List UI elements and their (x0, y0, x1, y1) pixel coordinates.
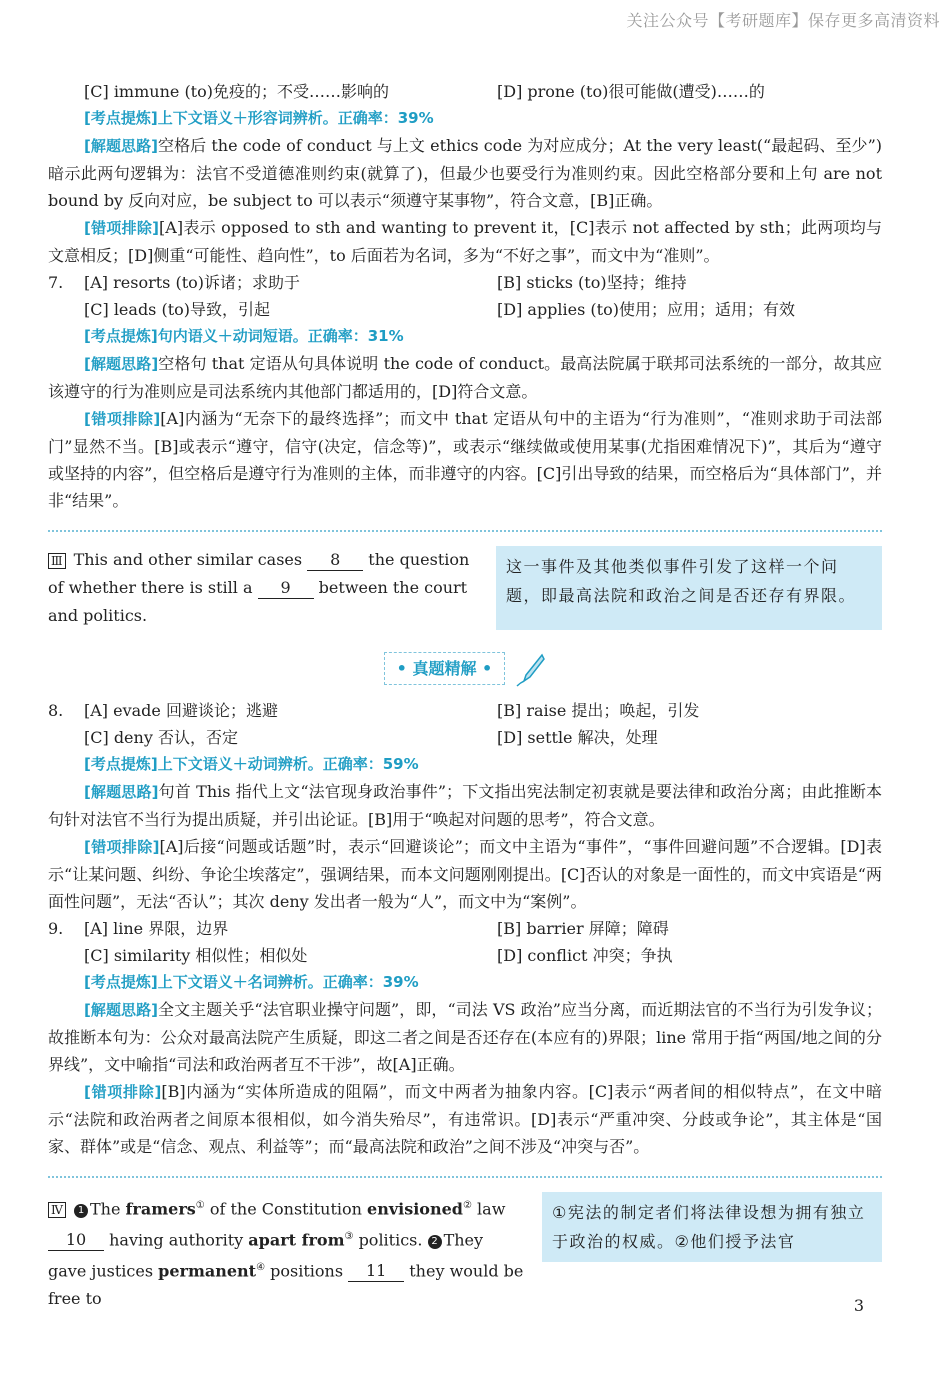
q9-number: 9. (48, 918, 64, 938)
q8-option-b: [B] raise 提出；唤起，引发 (497, 700, 700, 720)
p4-text: They gave justices (48, 1230, 484, 1281)
p4-text: of the Constitution (209, 1198, 362, 1218)
q8-silu-text: 句首 This 指代上文“法官现身政治事件”；下文指出宪法制定初衷就是要法律和政治分离；由此推断本句针对法官不当行为提出质疑，并引出论证。[B]用于“唤起对问题的思考”，符合文意。 (48, 781, 883, 829)
sentence-2-marker: 2 (428, 1235, 442, 1249)
q8-kaodian (48, 751, 882, 778)
q7-paichu-text: [A]内涵为“无奈下的最终选择”；而文中 that 定语从句中的主语为“行为准则”，“准则求助于司法部门”显然不当。[B]或表示“遵守，信守(决定，信念等)”，或表示“继续做或使用某事(尤指困难情况下)”，其后为“遵守或坚持的内容”，但空格后是遵守行为准则的主体，而非遵守的内容。[C]引出导致的结果，而空格后为“具体部门”，并非“结果”。 (48, 409, 882, 510)
p4-note-4: ④ (256, 1262, 266, 1274)
p4-keyword-framers: framers (125, 1198, 196, 1218)
q7-option-d: [D] applies (to)使用；应用；适用；有效 (497, 300, 795, 319)
q7-kaodian-text: 句内语义＋动词短语。正确率：31% (157, 327, 404, 345)
section-title-label: • 真题精解 • (384, 652, 506, 685)
q7-option-a: [A] resorts (to)诉诸；求助于 (84, 273, 301, 292)
q6-silu-text: 空格后 the code of conduct 与上文 ethics code 为对应成分；At the very least(“最起码、至少”)暗示此两句逻辑为：法官不受道德准则约束(就算了)，但最少也要受行为准则约束。因此空格部分要和上句 are not bound by 反向对应，be subject to 可以表示“须遵守某事物”，符合文意，[B]正确。 (48, 136, 882, 210)
p4-keyword-apart-from: apart from (248, 1230, 345, 1250)
q8-option-c: [C] deny 否认，否定 (84, 727, 238, 747)
p4-text: politics. (358, 1230, 423, 1250)
passage-4-translation: ①宪法的制定者们将法律设想为拥有独立于政治的权威。②他们授予法官 (542, 1192, 882, 1262)
passage-4 (48, 1192, 882, 1314)
pen-icon (516, 653, 546, 687)
q7-silu-tag: [解题思路] (84, 355, 159, 373)
q6-kaodian (48, 105, 882, 132)
watermark: 关注公众号【考研题库】保存更多高清资料 (626, 11, 940, 30)
q9-options-ab (48, 915, 882, 942)
blank-11: 11 (348, 1261, 404, 1282)
p4-note-2: ② (462, 1199, 472, 1211)
q9-option-d: [D] conflict 冲突；争执 (497, 945, 673, 965)
q8-option-a: [A] evade 回避谈论；逃避 (84, 700, 278, 720)
q8-paichu-text: [A]后接“问题或话题”时，表示“回避谈论”；而文中主语为“事件”，“事件回避问题”不合逻辑。[D]表示“让某问题、纠纷、争论尘埃落定”，强调结果，而本文问题刚刚提出。[C]否认的对象是一面性的，而文中宾语是“两面性问题”，无法“否认”；其次 deny 发出者一般为“人”，而文中为“案例”。 (48, 836, 882, 911)
passage-3-text-3: between the court and politics. (48, 578, 468, 625)
q9-silu (48, 996, 882, 1078)
q6-paichu-text: [A]表示 opposed to sth and wanting to prevent it，[C]表示 not affected by sth；此两项均与文意相反；[D]侧重“可能性、趋向性”，to 后面若为名词，多为“不好之事”，而文中为“准则”。 (48, 218, 882, 265)
q7-kaodian-tag: [考点提炼] (84, 327, 158, 345)
q8-silu (48, 778, 882, 833)
q7-option-c: [C] leads (to)导致，引起 (84, 300, 271, 319)
divider (48, 530, 882, 532)
p4-keyword-envisioned: envisioned (367, 1198, 463, 1218)
section-title (48, 652, 882, 687)
q7-option-b: [B] sticks (to)坚持；维持 (497, 273, 687, 292)
q9-option-a: [A] line 界限，边界 (84, 918, 229, 938)
q9-options-cd (48, 942, 882, 969)
page-number: 3 (853, 1296, 864, 1315)
p4-note-1: ① (195, 1199, 205, 1211)
q8-options-ab (48, 697, 882, 724)
q7-silu-text: 空格句 that 定语从句具体说明 the code of conduct。最高法院属于联邦司法系统的一部分，故其应该遵守的行为准则应是司法系统内其他部门都适用的，[D]符合文意。 (48, 354, 882, 401)
q8-number: 8. (48, 700, 64, 720)
q6-option-c: [C] immune (to)免疫的；不受……影响的 (84, 82, 389, 101)
q6-kaodian-text: 上下文语义＋形容词辨析。正确率：39% (157, 109, 434, 127)
q7-options-cd (48, 296, 882, 323)
q9-silu-tag: [解题思路] (84, 1000, 158, 1019)
p4-text: positions (270, 1261, 344, 1281)
q9-paichu-tag: [错项排除] (84, 1082, 162, 1101)
sentence-1-marker: 1 (74, 1204, 88, 1218)
passage-3-english (48, 546, 476, 630)
q9-paichu-text: [B]内涵为“实体所造成的阻隔”，而文中两者为抽象内容。[C]表示“两者间的相似特点”，在文中暗示“法院和政治两者之间原本很相似，如今消失殆尽”，有违常识。[D]表示“严重冲突、分歧或争论”，其主体是“国家、群体”或是“信念、观点、利益等”；而“最高法院和政治”之间不涉及“冲突与否”。 (48, 1081, 882, 1156)
q6-paichu (48, 214, 882, 269)
q6-kaodian-tag: [考点提炼] (84, 109, 158, 127)
q8-paichu (48, 833, 882, 915)
roman-numeral-3: Ⅲ (48, 553, 66, 569)
q9-paichu (48, 1078, 882, 1160)
blank-8: 8 (307, 550, 363, 571)
q8-paichu-tag: [错项排除] (84, 837, 160, 856)
q7-paichu-tag: [错项排除] (84, 410, 161, 428)
q9-kaodian-text: 上下文语义＋名词辨析。正确率：39% (157, 972, 419, 991)
q7-options-ab (48, 269, 882, 296)
q9-silu-text: 全文主题关乎“法官职业操守问题”，即，“司法 VS 政治”应当分离，而近期法官的不当行为引发争议；故推断本句为：公众对最高法院产生质疑，即这二者之间是否还存在(本应有的)界限；line 常用于指“两国/地之间的分界线”，文中喻指“司法和政治两者互不干涉”，故[A]正确。 (48, 999, 882, 1074)
q8-kaodian-tag: [考点提炼] (84, 754, 158, 773)
q6-silu (48, 132, 882, 214)
q9-kaodian (48, 969, 882, 996)
p4-text: they would be free to (48, 1261, 524, 1309)
passage-4-english (48, 1192, 524, 1314)
passage-3-text-2: the question of whether there is still a (48, 550, 470, 597)
q8-option-d: [D] settle 解决，处理 (497, 727, 658, 747)
roman-numeral-4: Ⅳ (48, 1202, 66, 1218)
p4-text: The (90, 1198, 121, 1218)
q7-silu (48, 350, 882, 405)
divider (48, 1176, 882, 1178)
q6-paichu-tag: [错项排除] (84, 219, 160, 237)
p4-text: law (477, 1198, 506, 1218)
q8-kaodian-text: 上下文语义＋动词辨析。正确率：59% (157, 754, 419, 773)
p4-note-3: ③ (344, 1230, 354, 1242)
q8-silu-tag: [解题思路] (84, 782, 159, 801)
q9-option-b: [B] barrier 屏障；障碍 (497, 918, 669, 938)
blank-9: 9 (258, 578, 314, 599)
q9-option-c: [C] similarity 相似性；相似处 (84, 945, 308, 965)
passage-3-text-1: This and other similar cases (73, 550, 303, 569)
q8-options-cd (48, 724, 882, 751)
q6-option-d: [D] prone (to)很可能做(遭受)……的 (497, 82, 765, 101)
q6-options-cd (48, 78, 882, 105)
p4-text: having authority (109, 1230, 244, 1250)
q6-silu-tag: [解题思路] (84, 137, 158, 155)
p4-keyword-permanent: permanent (158, 1261, 257, 1281)
blank-10: 10 (48, 1230, 104, 1251)
passage-3-translation: 这一事件及其他类似事件引发了这样一个问题，即最高法院和政治之间是否还存有界限。 (496, 546, 882, 630)
q7-paichu (48, 405, 882, 514)
page-content (48, 78, 882, 1313)
q7-number: 7. (48, 273, 64, 292)
q9-kaodian-tag: [考点提炼] (84, 972, 158, 991)
q7-kaodian (48, 323, 882, 350)
passage-3 (48, 546, 882, 630)
